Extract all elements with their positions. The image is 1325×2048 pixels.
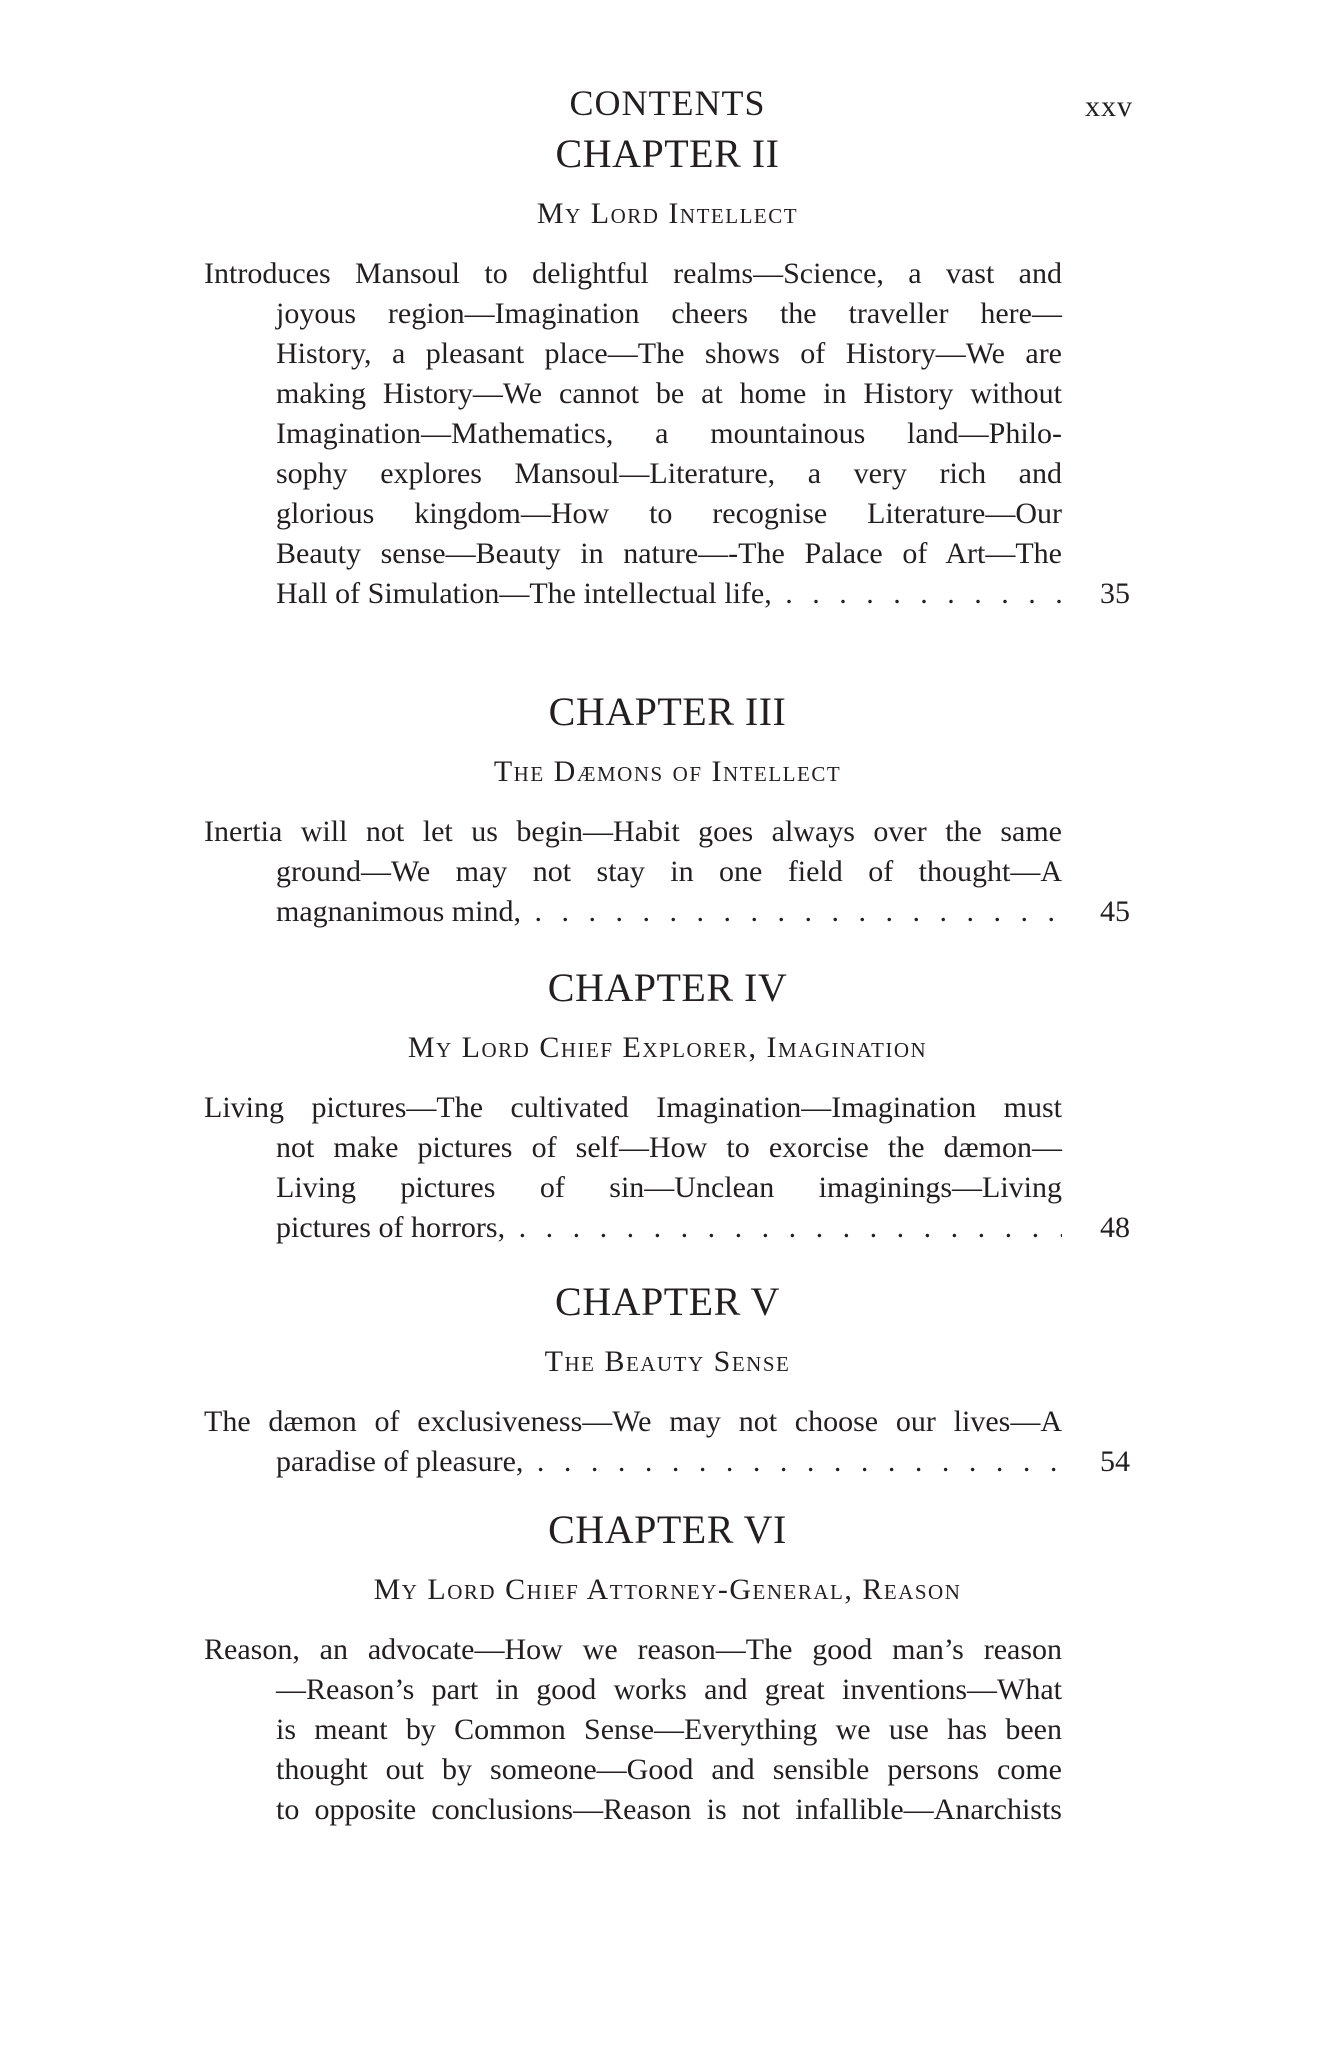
chapter-summary: [0, 812, 1325, 932]
summary-line: [0, 374, 1325, 414]
page-number: 45: [1100, 895, 1130, 928]
summary-line: [0, 494, 1325, 534]
summary-line-text: Living pictures—The cultivated Imagination—Imagination must: [204, 1091, 1062, 1124]
summary-line-text: Introduces Mansoul to delightful realms—Science, a vast and: [204, 257, 1062, 290]
chapter-summary: [0, 1630, 1325, 1830]
summary-line-text: ground—We may not stay in one field of thought—A: [276, 855, 1062, 888]
folio-page-number: xxv: [1085, 90, 1133, 123]
summary-line-text: Beauty sense—Beauty in nature—-The Palace of Art—The: [276, 537, 1062, 570]
summary-line-text: sophy explores Mansoul—Literature, a very rich and: [276, 457, 1062, 490]
chapter-4: [0, 962, 1325, 1248]
summary-line: [0, 1208, 1325, 1248]
chapter-title: The Beauty Sense: [544, 1345, 791, 1378]
summary-line-text: making History—We cannot be at home in History without: [276, 377, 1062, 410]
summary-line-text: magnanimous mind, . . .: [276, 892, 1062, 932]
summary-line-text: not make pictures of self—How to exorcise the dæmon—: [276, 1131, 1062, 1164]
chapter-summary: [0, 1402, 1325, 1482]
summary-line-text: is meant by Common Sense—Everything we use has been: [276, 1713, 1062, 1746]
summary-line: [0, 1670, 1325, 1710]
summary-line: [0, 1750, 1325, 1790]
summary-line: [0, 414, 1325, 454]
summary-line: [0, 1630, 1325, 1670]
summary-line-text: paradise of pleasure, . . .: [276, 1442, 1062, 1482]
summary-line-text: Living pictures of sin—Unclean imaginings—Living: [276, 1171, 1062, 1204]
summary-line-text: thought out by someone—Good and sensible persons come: [276, 1753, 1062, 1786]
page-number: 48: [1100, 1211, 1130, 1244]
summary-line: [0, 574, 1325, 614]
summary-line: [0, 1168, 1325, 1208]
summary-line-text: pictures of horrors, . . .: [276, 1208, 1062, 1248]
chapter-3: [0, 686, 1325, 932]
summary-line-text: Inertia will not let us begin—Habit goes always over the same: [204, 815, 1062, 848]
chapter-2: [0, 128, 1325, 614]
summary-line-text: glorious kingdom—How to recognise Literature—Our: [276, 497, 1062, 530]
summary-line-text: to opposite conclusions—Reason is not infallible—Anarchists: [276, 1793, 1062, 1826]
chapter-heading: CHAPTER IV: [547, 965, 788, 1010]
summary-line-text: Imagination—Mathematics, a mountainous land—Philo-: [276, 417, 1062, 450]
summary-line-text: Reason, an advocate—How we reason—The good man’s reason: [204, 1633, 1062, 1666]
page-number: 54: [1100, 1445, 1130, 1478]
chapter-title: My Lord Chief Attorney-General, Reason: [373, 1573, 962, 1606]
summary-line: [0, 812, 1325, 852]
chapter-summary: [0, 1088, 1325, 1248]
summary-line-text: Hall of Simulation—The intellectual life, . . .: [276, 574, 1062, 614]
summary-line: [0, 334, 1325, 374]
summary-line: [0, 454, 1325, 494]
summary-line: [0, 1088, 1325, 1128]
chapter-6: [0, 1504, 1325, 1830]
summary-line: [0, 1128, 1325, 1168]
chapter-title: My Lord Intellect: [536, 197, 799, 230]
running-title: CONTENTS: [569, 83, 766, 123]
chapter-title: My Lord Chief Explorer, Imagination: [407, 1031, 928, 1064]
chapter-heading: CHAPTER V: [555, 1279, 780, 1324]
chapter-heading: CHAPTER II: [555, 131, 780, 176]
summary-line: [0, 254, 1325, 294]
summary-line-text: joyous region—Imagination cheers the traveller here—: [276, 297, 1062, 330]
summary-line-text: History, a pleasant place—The shows of History—We are: [276, 337, 1062, 370]
summary-line: [0, 852, 1325, 892]
summary-line: [0, 1790, 1325, 1830]
summary-line-text: —Reason’s part in good works and great inventions—What: [276, 1673, 1062, 1706]
chapter-title: The Dæmons of Intellect: [493, 755, 842, 788]
summary-line: [0, 1710, 1325, 1750]
chapter-heading: CHAPTER III: [548, 689, 787, 734]
summary-line: [0, 1442, 1325, 1482]
summary-line: [0, 892, 1325, 932]
page-header: [0, 82, 1325, 132]
chapter-5: [0, 1276, 1325, 1482]
summary-line-text: The dæmon of exclusiveness—We may not choose our lives—A: [204, 1405, 1062, 1438]
summary-line: [0, 534, 1325, 574]
chapter-summary: [0, 254, 1325, 614]
summary-line: [0, 1402, 1325, 1442]
page-number: 35: [1100, 577, 1130, 610]
chapter-heading: CHAPTER VI: [548, 1507, 787, 1552]
summary-line: [0, 294, 1325, 334]
